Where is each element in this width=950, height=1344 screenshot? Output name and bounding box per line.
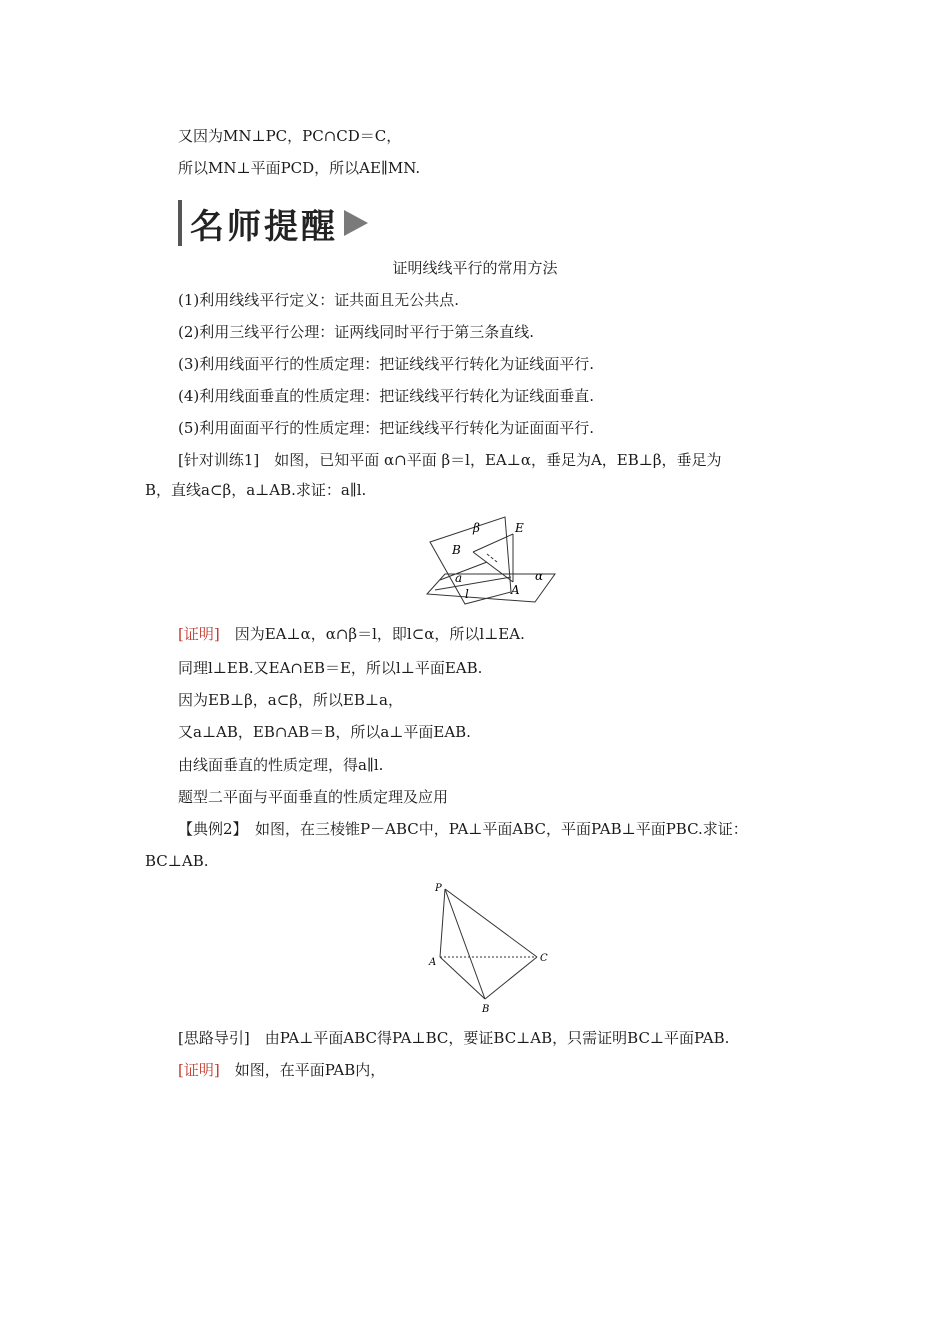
example-prompt: 【典例2】 如图，在三棱锥P－ABC中，PA⊥平面ABC，平面PAB⊥平面PBC.求证： (178, 820, 748, 838)
label-beta: β (473, 521, 480, 535)
plane-beta (430, 517, 511, 604)
method-item: (4)利用线面垂直的性质定理：把证线线平行转化为证线面垂直. (178, 387, 595, 405)
proof-line: 因为EB⊥β，a⊂β，所以EB⊥a， (178, 691, 403, 709)
label-l: l (465, 587, 469, 601)
line-l (435, 577, 511, 590)
proof-tag: [证明] (178, 625, 220, 643)
proof-line: 同理l⊥EB.又EA∩EB＝E，所以l⊥平面EAB. (178, 659, 483, 677)
proof-tag: [证明] (178, 1061, 220, 1079)
line-a (440, 562, 487, 580)
label-B: B (452, 543, 461, 557)
section-heading: 证明线线平行的常用方法 (392, 259, 558, 277)
exercise-prompt: [针对训练1] 如图，已知平面 α∩平面 β＝l，EA⊥α，垂足为A，EB⊥β，垂足为 (178, 451, 722, 469)
method-item: (3)利用线面平行的性质定理：把证线线平行转化为证线面平行. (178, 355, 595, 373)
proof-line: 又a⊥AB，EB∩AB＝B，所以a⊥平面EAB. (178, 723, 471, 741)
proof-text: 因为EA⊥α，α∩β＝l，即l⊂α，所以l⊥EA. (219, 625, 525, 643)
tip-banner (178, 198, 368, 248)
text-line: 所以MN⊥平面PCD，所以AE∥MN. (178, 159, 421, 177)
edge-PC (445, 889, 537, 957)
figure-pyramid (425, 877, 555, 1017)
method-item: (1)利用线线平行定义：证共面且无公共点. (178, 291, 460, 309)
label-A: A (511, 583, 520, 597)
hint-line: [思路导引] 由PA⊥平面ABC得PA⊥BC，要证BC⊥AB，只需证明BC⊥平面PAB. (178, 1029, 730, 1047)
label-E: E (515, 521, 524, 535)
banner-title: 名师提醒 (190, 206, 338, 247)
label-a: a (455, 571, 463, 585)
text-line: 又因为MN⊥PC，PC∩CD＝C， (178, 127, 402, 145)
section-title: 题型二平面与平面垂直的性质定理及应用 (178, 788, 449, 806)
segment-AB (473, 552, 513, 582)
proof-line: 由线面垂直的性质定理，得a∥l. (178, 756, 384, 774)
edge-BC (485, 957, 537, 999)
banner-bar (178, 200, 182, 246)
play-arrow-icon (344, 210, 368, 236)
label-P: P (435, 883, 442, 894)
label-alpha: α (535, 569, 544, 583)
label-C: C (540, 953, 548, 964)
example-prompt-cont: BC⊥AB. (145, 852, 209, 870)
method-item: (2)利用三线平行公理：证两线同时平行于第三条直线. (178, 323, 535, 341)
proof-line (178, 1060, 385, 1080)
method-item: (5)利用面面平行的性质定理：把证线线平行转化为证面面平行. (178, 419, 595, 437)
edge-PB (445, 889, 485, 999)
label-B: B (482, 1004, 490, 1015)
proof-text: 如图，在平面PAB内， (219, 1061, 386, 1079)
label-A: A (429, 957, 437, 968)
figure-planes (425, 512, 565, 607)
edge-PA (440, 889, 445, 957)
proof-line (178, 624, 525, 644)
edge-AB (440, 957, 485, 999)
exercise-prompt-cont: B，直线a⊂β，a⊥AB.求证：a∥l. (145, 481, 367, 499)
dashed-line (487, 554, 497, 562)
